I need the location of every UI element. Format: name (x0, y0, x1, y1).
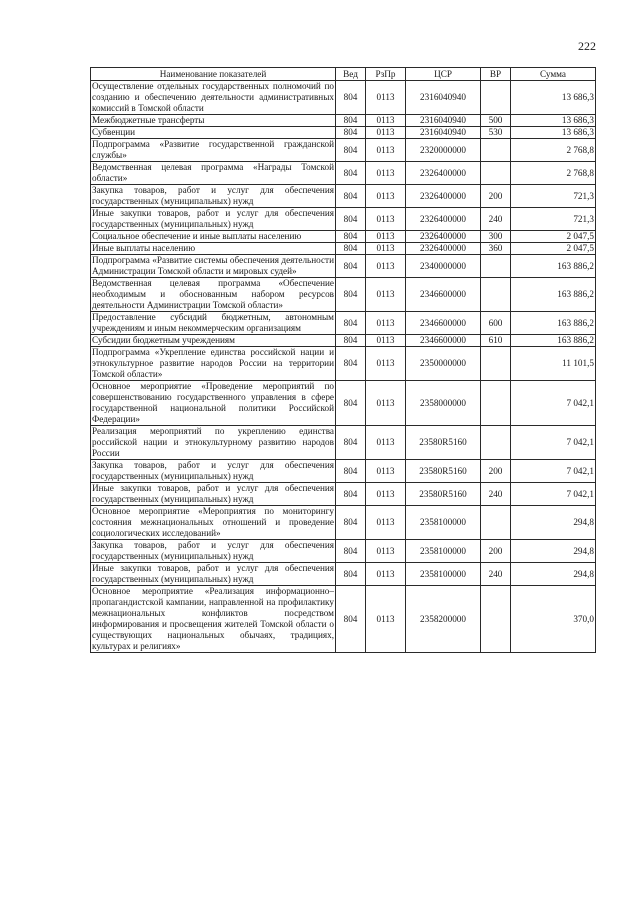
cell-name: Межбюджетные трансферты (91, 115, 336, 127)
cell-vr (481, 255, 511, 278)
cell-vr: 530 (481, 127, 511, 139)
cell-sum: 163 886,2 (511, 312, 596, 335)
cell-vr: 240 (481, 563, 511, 586)
header-row (91, 68, 596, 81)
cell-name: Реализация мероприятий по укреплению единства российской нации и этнокультурному развитию народов России (92, 426, 334, 458)
cell-ved: 804 (336, 335, 366, 347)
cell-sum: 13 686,3 (511, 127, 596, 139)
table-row (91, 312, 596, 335)
header-vr: ВР (481, 68, 511, 81)
cell-ved: 804 (336, 426, 366, 460)
table-row (91, 381, 596, 426)
cell-vr: 200 (481, 185, 511, 208)
cell-sum: 2 047,5 (511, 243, 596, 255)
cell-name: Иные закупки товаров, работ и услуг для обеспечения государственных (муниципальных) нужд (92, 208, 334, 229)
cell-csr: 2326400000 (406, 185, 481, 208)
cell-rzpr: 0113 (366, 563, 406, 586)
table-row (91, 347, 596, 381)
table-body (91, 81, 596, 653)
cell-vr: 300 (481, 231, 511, 243)
cell-sum: 11 101,5 (511, 347, 596, 381)
cell-ved: 804 (336, 243, 366, 255)
cell-sum: 294,8 (511, 506, 596, 540)
cell-vr (481, 506, 511, 540)
cell-rzpr: 0113 (366, 540, 406, 563)
cell-name: Основное мероприятие «Проведение мероприятий по совершенствованию государственного управления в сфере государственной национальной политики Российской Федерации» (92, 381, 334, 424)
cell-sum: 163 886,2 (511, 278, 596, 312)
cell-name: Закупка товаров, работ и услуг для обеспечения государственных (муниципальных) нужд (92, 460, 334, 481)
cell-sum: 7 042,1 (511, 381, 596, 426)
cell-rzpr: 0113 (366, 278, 406, 312)
cell-csr: 2358100000 (406, 563, 481, 586)
cell-sum: 2 768,8 (511, 139, 596, 162)
cell-sum: 163 886,2 (511, 255, 596, 278)
cell-rzpr: 0113 (366, 506, 406, 540)
cell-csr: 2326400000 (406, 231, 481, 243)
cell-sum: 721,3 (511, 185, 596, 208)
cell-vr (481, 381, 511, 426)
cell-rzpr: 0113 (366, 81, 406, 115)
cell-rzpr: 0113 (366, 231, 406, 243)
cell-csr: 2326400000 (406, 243, 481, 255)
table-row (91, 426, 596, 460)
cell-csr: 2346600000 (406, 278, 481, 312)
cell-sum: 370,0 (511, 586, 596, 653)
cell-csr: 2346600000 (406, 312, 481, 335)
cell-rzpr: 0113 (366, 115, 406, 127)
cell-ved: 804 (336, 185, 366, 208)
cell-csr: 2316040940 (406, 115, 481, 127)
header-csr: ЦСР (406, 68, 481, 81)
cell-sum: 294,8 (511, 563, 596, 586)
cell-vr: 610 (481, 335, 511, 347)
cell-ved: 804 (336, 278, 366, 312)
cell-ved: 804 (336, 115, 366, 127)
cell-rzpr: 0113 (366, 381, 406, 426)
cell-csr: 23580R5160 (406, 460, 481, 483)
cell-ved: 804 (336, 255, 366, 278)
cell-sum: 7 042,1 (511, 426, 596, 460)
cell-name: Субвенции (91, 127, 336, 139)
cell-rzpr: 0113 (366, 312, 406, 335)
cell-csr: 2358100000 (406, 540, 481, 563)
header-sum: Сумма (511, 68, 596, 81)
cell-name: Субсидии бюджетным учреждениям (91, 335, 336, 347)
cell-rzpr: 0113 (366, 185, 406, 208)
cell-ved: 804 (336, 460, 366, 483)
cell-name: Подпрограмма «Развитие государственной гражданской службы» (92, 139, 334, 160)
cell-name: Иные выплаты населению (91, 243, 336, 255)
cell-name: Иные закупки товаров, работ и услуг для обеспечения государственных (муниципальных) нужд (92, 483, 334, 504)
cell-rzpr: 0113 (366, 139, 406, 162)
cell-rzpr: 0113 (366, 586, 406, 653)
cell-rzpr: 0113 (366, 127, 406, 139)
cell-rzpr: 0113 (366, 483, 406, 506)
cell-name: Подпрограмма «Укрепление единства российской нации и этнокультурное развитие народов России на территории Томской области» (92, 347, 334, 379)
cell-csr: 2326400000 (406, 162, 481, 185)
table-row (91, 506, 596, 540)
cell-rzpr: 0113 (366, 460, 406, 483)
table-row (91, 162, 596, 185)
cell-rzpr: 0113 (366, 426, 406, 460)
cell-sum: 721,3 (511, 208, 596, 231)
table-row (91, 139, 596, 162)
table-row (91, 231, 596, 243)
cell-name: Предоставление субсидий бюджетным, автономным учреждениям и иным некоммерческим организациям (92, 312, 334, 333)
table-row (91, 335, 596, 347)
cell-name: Подпрограмма «Развитие системы обеспечения деятельности Администрации Томской области и мировых судей» (92, 255, 334, 276)
cell-vr: 600 (481, 312, 511, 335)
cell-ved: 804 (336, 506, 366, 540)
header-ved: Вед (336, 68, 366, 81)
cell-csr: 2350000000 (406, 347, 481, 381)
cell-rzpr: 0113 (366, 243, 406, 255)
cell-csr: 23580R5160 (406, 483, 481, 506)
cell-csr: 2316040940 (406, 127, 481, 139)
table-row (91, 185, 596, 208)
cell-name: Осуществление отдельных государственных полномочий по созданию и обеспечению деятельности административных комиссий в Томской области (92, 81, 334, 113)
cell-rzpr: 0113 (366, 162, 406, 185)
cell-sum: 7 042,1 (511, 483, 596, 506)
cell-ved: 804 (336, 540, 366, 563)
cell-name: Иные закупки товаров, работ и услуг для обеспечения государственных (муниципальных) нужд (92, 563, 334, 584)
cell-vr (481, 278, 511, 312)
cell-vr: 200 (481, 460, 511, 483)
cell-name: Социальное обеспечение и иные выплаты населению (91, 231, 336, 243)
cell-sum: 13 686,3 (511, 81, 596, 115)
table-row (91, 243, 596, 255)
cell-rzpr: 0113 (366, 255, 406, 278)
cell-rzpr: 0113 (366, 335, 406, 347)
cell-vr (481, 162, 511, 185)
cell-ved: 804 (336, 127, 366, 139)
cell-vr (481, 347, 511, 381)
cell-csr: 23580R5160 (406, 426, 481, 460)
table-row (91, 115, 596, 127)
cell-csr: 2358100000 (406, 506, 481, 540)
cell-name: Ведомственная целевая программа «Награды Томской области» (92, 162, 334, 183)
cell-ved: 804 (336, 231, 366, 243)
cell-name: Основное мероприятие «Мероприятия по мониторингу состояния межнациональных отношений и проведение социологических исследований» (92, 506, 334, 538)
cell-vr: 240 (481, 208, 511, 231)
cell-vr: 240 (481, 483, 511, 506)
cell-sum: 163 886,2 (511, 335, 596, 347)
cell-ved: 804 (336, 139, 366, 162)
header-name: Наименование показателей (91, 68, 336, 81)
cell-ved: 804 (336, 563, 366, 586)
cell-sum: 294,8 (511, 540, 596, 563)
table-row (91, 586, 596, 653)
cell-ved: 804 (336, 381, 366, 426)
cell-vr (481, 139, 511, 162)
cell-vr: 360 (481, 243, 511, 255)
cell-sum: 13 686,3 (511, 115, 596, 127)
cell-vr: 500 (481, 115, 511, 127)
cell-csr: 2320000000 (406, 139, 481, 162)
budget-table (90, 67, 596, 653)
cell-ved: 804 (336, 312, 366, 335)
header-rzpr: РзПр (366, 68, 406, 81)
cell-rzpr: 0113 (366, 208, 406, 231)
cell-sum: 2 047,5 (511, 231, 596, 243)
table-row (91, 540, 596, 563)
table-row (91, 460, 596, 483)
table-row (91, 127, 596, 139)
cell-ved: 804 (336, 208, 366, 231)
cell-ved: 804 (336, 483, 366, 506)
table-row (91, 483, 596, 506)
table-row (91, 278, 596, 312)
table-row (91, 563, 596, 586)
page-number: 222 (578, 39, 596, 53)
cell-csr: 2346600000 (406, 335, 481, 347)
cell-vr: 200 (481, 540, 511, 563)
cell-sum: 2 768,8 (511, 162, 596, 185)
cell-vr (481, 426, 511, 460)
cell-vr (481, 81, 511, 115)
cell-name: Ведомственная целевая программа «Обеспечение необходимым и обоснованным набором ресурсов деятельности Администрации Томской области» (92, 278, 334, 310)
cell-csr: 2358000000 (406, 381, 481, 426)
cell-sum: 7 042,1 (511, 460, 596, 483)
cell-csr: 2326400000 (406, 208, 481, 231)
cell-csr: 2340000000 (406, 255, 481, 278)
table-row (91, 81, 596, 115)
cell-ved: 804 (336, 81, 366, 115)
cell-vr (481, 586, 511, 653)
cell-rzpr: 0113 (366, 347, 406, 381)
cell-ved: 804 (336, 162, 366, 185)
cell-name: Закупка товаров, работ и услуг для обеспечения государственных (муниципальных) нужд (92, 540, 334, 561)
table-row (91, 255, 596, 278)
cell-name: Закупка товаров, работ и услуг для обеспечения государственных (муниципальных) нужд (92, 185, 334, 206)
table-row (91, 208, 596, 231)
cell-csr: 2316040940 (406, 81, 481, 115)
cell-ved: 804 (336, 586, 366, 653)
cell-csr: 2358200000 (406, 586, 481, 653)
cell-ved: 804 (336, 347, 366, 381)
cell-name: Основное мероприятие «Реализация информационно–пропагандистской кампании, направленной на профилактику межнациональных конфликтов посредством информирования и просвещения жителей Томской области о существующих национальных обычаях, традициях, культурах и религиях» (92, 586, 334, 651)
